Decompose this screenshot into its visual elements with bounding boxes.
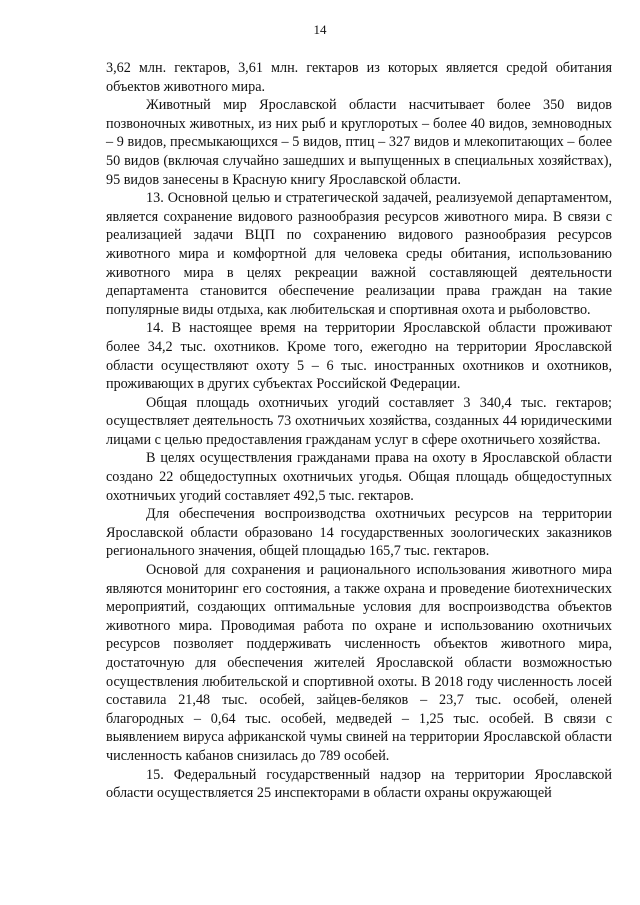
paragraph: Основой для сохранения и рационального использования животного мира являются мониторинг его состояния, а также охрана и проведение биотехнических мероприятий, создающих оптимальные условия для воспроизводства объектов животного мира. Проводимая работа по охране и использованию охотничьих ресурсов позволяет поддерживать численность объектов животного мира, достаточную для обеспечения жителей Ярославской области возможностью осуществления любительской и спортивной охоты. В 2018 году численность лосей составила 21,48 тыс. особей, зайцев-беляков – 23,7 тыс. особей, оленей благородных – 0,64 тыс. особей, медведей – 1,25 тыс. особей. В связи с выявлением вируса африканской чумы свиней на территории Ярославской области численность кабанов снизилась до 789 особей. bbox=[106, 562, 612, 764]
document-body bbox=[106, 59, 612, 803]
paragraph: В целях осуществления гражданами права на охоту в Ярославской области создано 22 общедоступных охотничьих угодья. Общая площадь общедоступных охотничьих угодий составляет 492,5 тыс. гектаров. bbox=[106, 450, 612, 504]
paragraph: 13. Основной целью и стратегической задачей, реализуемой департаментом, является сохранение видового разнообразия ресурсов животного мира. В связи с реализацией задачи ВЦП по сохранению видового разнообразия ресурсов животного мира и комфортной для человека среды обитания, использованию животного мира в целях рекреации важной составляющей деятельности департамента становится обеспечение реализации права граждан на такие популярные виды отдыха, как любительская и спортивная охота и рыболовство. bbox=[106, 190, 612, 318]
paragraph: Животный мир Ярославской области насчитывает более 350 видов позвоночных животных, из них рыб и круглоротых – более 40 видов, земноводных – 9 видов, пресмыкающихся – 5 видов, птиц – 327 видов и млекопитающих – более 50 видов (включая случайно зашедших и выпущенных в специальных хозяйствах), 95 видов занесены в Красную книгу Ярославской области. bbox=[106, 97, 612, 188]
paragraph: 15. Федеральный государственный надзор на территории Ярославской области осуществляется 25 инспекторами в области охраны окружающей bbox=[106, 766, 612, 802]
paragraph: 3,62 млн. гектаров, 3,61 млн. гектаров из которых является средой обитания объектов животного мира. bbox=[106, 60, 612, 95]
paragraph: Общая площадь охотничьих угодий составляет 3 340,4 тыс. гектаров; осуществляет деятельность 73 охотничьих хозяйства, созданных 44 юридическими лицами с целью предоставления гражданам услуг в сфере охотничьего хозяйства. bbox=[106, 394, 612, 448]
page-number: 14 bbox=[313, 22, 327, 37]
paragraph: Для обеспечения воспроизводства охотничьих ресурсов на территории Ярославской области образовано 14 государственных зоологических заказников регионального значения, общей площадью 165,7 тыс. гектаров. bbox=[106, 506, 612, 560]
paragraph: 14. В настоящее время на территории Ярославской области проживают более 34,2 тыс. охотников. Кроме того, ежегодно на территории Ярославской области осуществляют охоту 5 – 6 тыс. иностранных охотников и охотников, проживающих в других субъектах Российской Федерации. bbox=[106, 320, 612, 393]
